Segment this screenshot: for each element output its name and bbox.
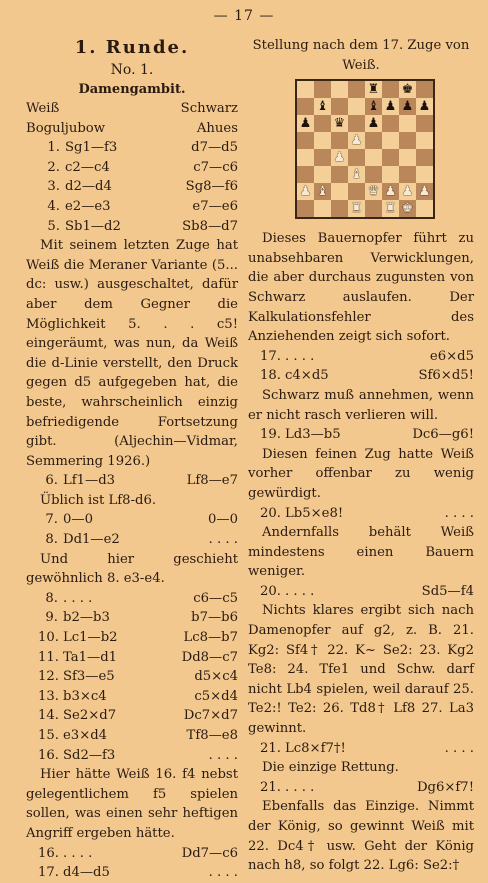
board-square — [314, 149, 331, 166]
move-number: 5. — [47, 218, 60, 234]
white-rook-icon: ♜ — [384, 201, 397, 217]
board-square — [348, 200, 365, 217]
white-move: Lc8×f7†! — [285, 740, 346, 756]
white-move: Se2×d7 — [63, 708, 117, 724]
move-row — [260, 425, 474, 445]
board-square — [382, 166, 399, 183]
move-number: 6. — [45, 473, 58, 489]
move-row — [260, 504, 474, 524]
board-square — [348, 98, 365, 115]
black-pawn-icon: ♟ — [401, 99, 414, 115]
move-row — [40, 177, 238, 197]
move-list — [26, 471, 238, 491]
black-move: Lf8—e7 — [186, 473, 238, 489]
board-square — [382, 149, 399, 166]
player-names — [26, 119, 238, 139]
move-list — [26, 510, 238, 549]
move-row — [38, 844, 238, 864]
move-number: 21. — [260, 779, 281, 795]
board-square — [399, 132, 416, 149]
board-square — [416, 115, 433, 132]
black-pawn-icon: ♟ — [299, 116, 312, 132]
board-square — [399, 166, 416, 183]
right-column — [248, 36, 474, 876]
black-move: c5×d4 — [194, 688, 238, 704]
move-row — [38, 510, 238, 530]
black-move: . . . . — [208, 865, 238, 881]
move-row — [40, 158, 238, 178]
white-bishop-icon: ♝ — [316, 184, 329, 200]
white-move: Sg1—f3 — [65, 140, 118, 156]
white-pawn-icon: ♟ — [401, 184, 414, 200]
move-row — [260, 366, 474, 386]
white-move: Ta1—d1 — [63, 649, 118, 665]
annotation: Schwarz muß annehmen, wenn er nicht rasch verlieren will. — [248, 387, 474, 423]
move-list — [248, 347, 474, 386]
move-number: 8. — [45, 590, 58, 606]
move-row — [38, 648, 238, 668]
board-square — [382, 98, 399, 115]
board-square — [314, 183, 331, 200]
board-square — [331, 132, 348, 149]
white-move: . . . . — [63, 845, 93, 861]
black-move: Dc7×d7 — [183, 708, 238, 724]
white-move: Dd1—e2 — [63, 532, 120, 548]
white-move: c4×d5 — [285, 368, 329, 384]
move-number: 8. — [45, 532, 58, 548]
board-square — [297, 183, 314, 200]
black-move: d5×c4 — [194, 669, 238, 685]
board-square — [314, 115, 331, 132]
black-move: . . . . — [208, 532, 238, 548]
black-queen-icon: ♛ — [333, 116, 346, 132]
black-rook-icon: ♜ — [367, 82, 380, 98]
board-square — [416, 200, 433, 217]
board-square — [365, 132, 382, 149]
move-row — [38, 628, 238, 648]
black-move: Dg6×f7! — [416, 779, 474, 795]
board-square — [399, 183, 416, 200]
move-row — [260, 739, 474, 759]
move-row — [38, 589, 238, 609]
board-square — [331, 98, 348, 115]
black-king-icon: ♚ — [401, 82, 414, 98]
board-square — [297, 200, 314, 217]
chess-diagram — [295, 79, 435, 219]
black-move: d7—d5 — [191, 140, 238, 156]
move-number: 4. — [47, 198, 60, 214]
move-row — [40, 197, 238, 217]
board-square — [382, 115, 399, 132]
move-number: 1. — [47, 140, 60, 156]
white-pawn-icon: ♟ — [418, 184, 431, 200]
board-square — [297, 166, 314, 183]
diagram-caption: Stellung nach dem 17. Zuge von Weiß. — [252, 38, 470, 73]
black-move: . . . . — [444, 740, 474, 756]
move-row — [38, 706, 238, 726]
board-square — [348, 132, 365, 149]
white-pawn-icon: ♟ — [384, 184, 397, 200]
board-square — [365, 183, 382, 200]
round-heading: 1. Runde. — [74, 37, 190, 58]
move-number: 17. — [38, 865, 59, 881]
move-number: 16. — [38, 845, 59, 861]
white-rook-icon: ♜ — [350, 201, 363, 217]
player-labels — [26, 99, 238, 119]
board-square — [297, 81, 314, 98]
board-square — [314, 81, 331, 98]
move-number: 9. — [45, 610, 58, 626]
board-square — [416, 132, 433, 149]
move-number: 11. — [38, 649, 59, 665]
move-list — [248, 425, 474, 445]
move-number: 18. — [260, 368, 281, 384]
white-king-icon: ♚ — [401, 201, 414, 217]
move-row — [40, 138, 238, 158]
move-number: 19. — [260, 427, 281, 443]
move-number: 12. — [38, 669, 59, 685]
annotation: Diesen feinen Zug hatte Weiß vorher offenbar zu wenig gewürdigt. — [248, 446, 474, 501]
board-square — [399, 200, 416, 217]
board-square — [297, 149, 314, 166]
black-pawn-icon: ♟ — [367, 116, 380, 132]
board-square — [331, 166, 348, 183]
annotation: Nichts klares ergibt sich nach Damenopfer auf g2, z. B. 21. Kg2: Sf4† 22. K~ Se2: 23. Kg2 Te8: 24. Tfe1 und Schw. darf nicht Lb4 spielen, weil darauf 25. Te2:! Te2: 26. Td8† Lf8 27. La3 gewinnt. — [248, 603, 474, 737]
board-square — [348, 115, 365, 132]
white-move: c2—c4 — [65, 159, 110, 175]
move-number: 14. — [38, 708, 59, 724]
move-number: 20. — [260, 505, 281, 521]
board-square — [331, 149, 348, 166]
move-number: 21. — [260, 740, 281, 756]
move-number: 13. — [38, 688, 59, 704]
black-move: . . . . — [444, 505, 474, 521]
white-move: 0—0 — [63, 512, 93, 528]
white-label: Weiß — [26, 101, 60, 116]
board-square — [365, 81, 382, 98]
left-column — [26, 36, 238, 883]
move-number: 7. — [45, 512, 58, 528]
white-move: . . . . — [285, 583, 315, 599]
white-pawn-icon: ♟ — [350, 133, 363, 149]
board-square — [416, 166, 433, 183]
white-move: d4—d5 — [63, 865, 110, 881]
move-row — [38, 863, 238, 883]
move-number: 20. — [260, 583, 281, 599]
move-row — [38, 687, 238, 707]
black-move: Dc6—g6! — [412, 427, 474, 443]
board-square — [348, 183, 365, 200]
white-move: Lf1—d3 — [63, 473, 116, 489]
annotation: Üblich ist Lf8-d6. — [40, 492, 157, 508]
opening-name: Damengambit. — [78, 82, 186, 97]
black-bishop-icon: ♝ — [316, 99, 329, 115]
move-list — [248, 504, 474, 524]
move-number: 17. — [260, 348, 281, 364]
annotation: Andernfalls behält Weiß mindestens einen Bauern weniger. — [248, 525, 474, 580]
black-move: c6—c5 — [193, 590, 238, 606]
board-square — [382, 200, 399, 217]
white-move: Sb1—d2 — [65, 218, 121, 234]
move-row — [38, 746, 238, 766]
move-list — [248, 739, 474, 759]
white-queen-icon: ♛ — [367, 184, 380, 200]
white-move: . . . . — [285, 779, 315, 795]
black-pawn-icon: ♟ — [418, 99, 431, 115]
white-move: Ld3—b5 — [285, 427, 341, 443]
move-list — [248, 778, 474, 798]
chess-board — [295, 79, 435, 219]
move-number: 10. — [38, 630, 59, 646]
board-square — [331, 183, 348, 200]
board-square — [314, 98, 331, 115]
black-move: b7—b6 — [191, 610, 238, 626]
move-number: 16. — [38, 747, 59, 763]
board-square — [399, 115, 416, 132]
board-square — [382, 183, 399, 200]
white-move: Lb5×e8! — [285, 505, 344, 521]
white-move: Sd2—f3 — [63, 747, 116, 763]
move-row — [260, 778, 474, 798]
annotation: Die einzige Rettung. — [262, 760, 399, 776]
page-number: — 17 — — [213, 8, 275, 24]
black-move: Tf8—e8 — [186, 728, 238, 743]
white-move: d2—d4 — [65, 179, 112, 195]
move-list — [26, 844, 238, 883]
move-row — [38, 471, 238, 491]
move-row — [40, 217, 238, 237]
black-pawn-icon: ♟ — [384, 99, 397, 115]
board-square — [297, 115, 314, 132]
move-list — [26, 589, 238, 765]
annotation: Mit seinem letzten Zuge hat Weiß die Meraner Variante (5... dc: usw.) ausgeschaltet, dafür aber dem Gegner die Möglichkeit 5. . . c5! eingeräumt, was nun, da Weiß die d-Linie verstellt, den Druck gegen d5 aufgegeben hat, die beste, wahrscheinlich einzig befriedigende Fortsetzung gibt. (Aljechin—Vidmar, Semmering 1926.) — [26, 238, 238, 469]
black-move: c7—c6 — [193, 159, 238, 175]
black-move: Lc8—b7 — [183, 630, 238, 646]
board-square — [416, 81, 433, 98]
move-row — [38, 530, 238, 550]
white-pawn-icon: ♟ — [299, 184, 312, 200]
board-square — [365, 166, 382, 183]
move-number: 3. — [47, 179, 60, 195]
black-label: Schwarz — [180, 101, 238, 116]
move-row — [38, 608, 238, 628]
board-square — [297, 132, 314, 149]
white-pawn-icon: ♟ — [333, 150, 346, 166]
board-square — [348, 81, 365, 98]
white-move: e3×d4 — [63, 728, 108, 743]
black-bishop-icon: ♝ — [367, 99, 380, 115]
move-row — [38, 667, 238, 687]
annotation: Hier hätte Weiß 16. f4 nebst gelegentlichem f5 spielen sollen, was einen sehr heftigen Angriff ergeben hätte. — [26, 767, 238, 841]
white-player: Boguljubow — [26, 120, 106, 136]
board-square — [399, 81, 416, 98]
white-move: e2—e3 — [65, 198, 111, 214]
black-player: Ahues — [196, 120, 238, 136]
board-square — [365, 149, 382, 166]
board-square — [314, 166, 331, 183]
annotation: Ebenfalls das Einzige. Nimmt der König, so gewinnt Weiß mit 22. Dc4† usw. Geht der König nach h8, so folgt 22. Lg6: Se2:† — [248, 799, 474, 874]
move-row — [38, 726, 238, 746]
white-move: Sf3—e5 — [63, 669, 115, 685]
black-move: . . . . — [208, 747, 238, 763]
board-square — [365, 98, 382, 115]
white-move: . . . . — [285, 348, 315, 364]
board-square — [331, 81, 348, 98]
black-move: Sg8—f6 — [185, 179, 238, 195]
board-square — [331, 200, 348, 217]
annotation: Und hier geschieht gewöhnlich 8. e3-e4. — [26, 551, 238, 587]
black-move: Sd5—f4 — [421, 583, 474, 599]
board-square — [365, 200, 382, 217]
game-number: No. 1. — [110, 62, 154, 78]
board-square — [365, 115, 382, 132]
board-square — [314, 132, 331, 149]
move-list — [26, 138, 238, 236]
board-square — [314, 200, 331, 217]
black-move: e7—e6 — [192, 198, 238, 214]
white-move: . . . . — [63, 590, 93, 606]
board-square — [331, 115, 348, 132]
white-move: b3×c4 — [63, 688, 107, 704]
board-square — [416, 183, 433, 200]
board-square — [416, 149, 433, 166]
white-move: Lc1—b2 — [63, 630, 118, 646]
black-move: Dd7—c6 — [181, 845, 238, 861]
move-list — [248, 582, 474, 602]
move-number: 2. — [47, 159, 60, 175]
board-square — [382, 132, 399, 149]
move-row — [260, 347, 474, 367]
annotation: Dieses Bauernopfer führt zu unabsehbaren Verwicklungen, die aber durchaus zugunsten von Schwarz auslaufen. Der Kalkulationsfehler des Anziehenden zeigt sich sofort. — [248, 231, 474, 345]
move-row — [260, 582, 474, 602]
board-square — [348, 166, 365, 183]
black-move: 0—0 — [208, 512, 238, 528]
black-move: Sb8—d7 — [182, 218, 238, 234]
board-square — [399, 98, 416, 115]
black-move: e6×d5 — [429, 348, 474, 364]
black-move: Sf6×d5! — [418, 368, 474, 384]
board-square — [399, 149, 416, 166]
board-square — [416, 98, 433, 115]
black-move: Dd8—c7 — [181, 649, 238, 665]
board-square — [297, 98, 314, 115]
white-move: b2—b3 — [63, 610, 110, 626]
white-bishop-icon: ♝ — [350, 167, 363, 183]
move-number: 15. — [38, 728, 59, 743]
board-square — [382, 81, 399, 98]
board-square — [348, 149, 365, 166]
